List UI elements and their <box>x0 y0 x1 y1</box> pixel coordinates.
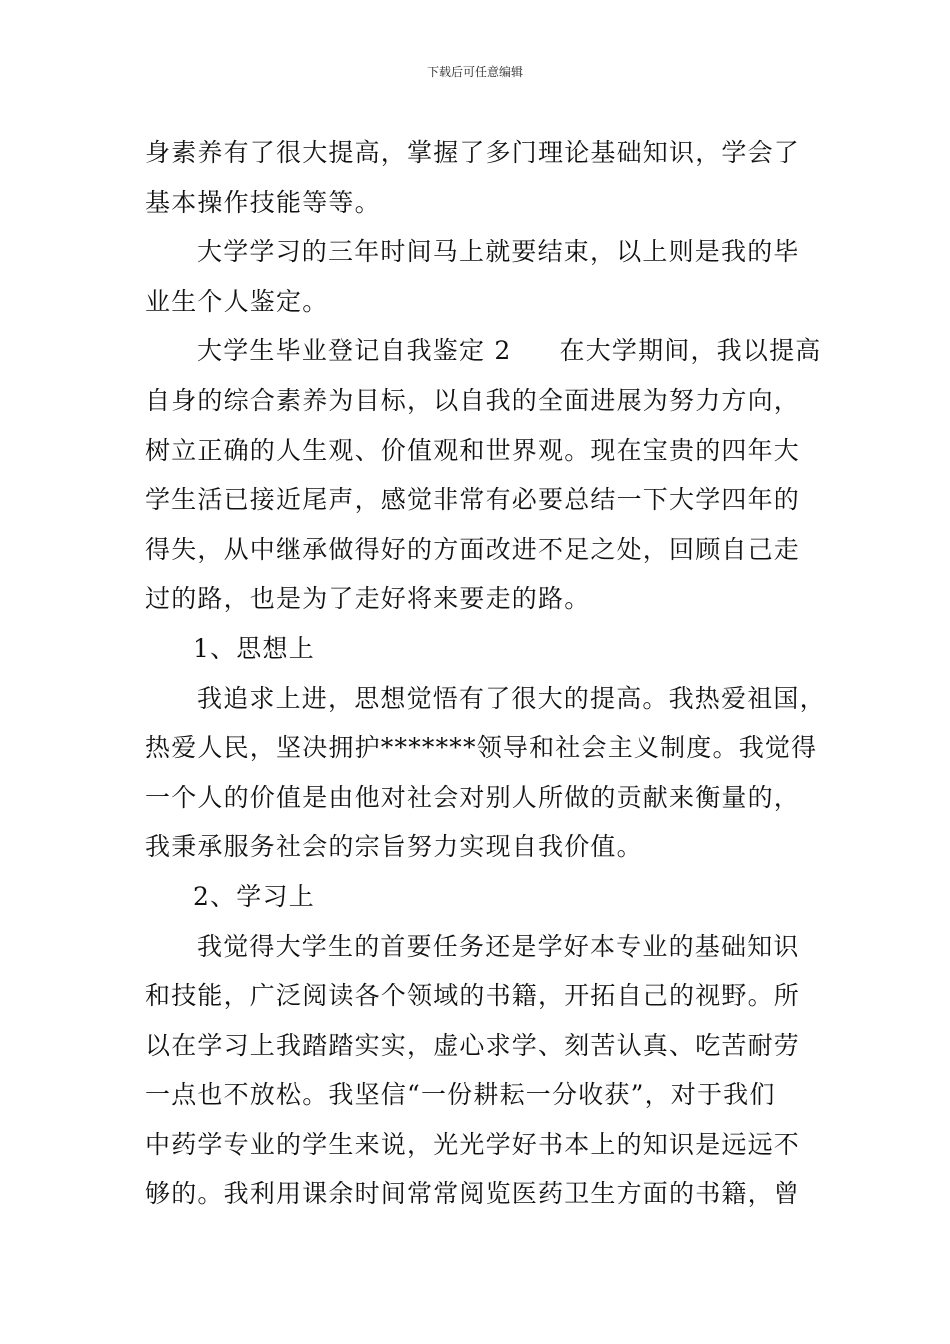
text-line: 中药学专业的学生来说，光光学好书本上的知识是远远不 <box>145 1129 801 1159</box>
text-line: 以在学习上我踏踏实实，虚心求学、刻苦认真、吃苦耐劳 <box>145 1030 801 1060</box>
text-line: 学生活已接近尾声，感觉非常有必要总结一下大学四年的 <box>145 485 801 515</box>
text-line: 业生个人鉴定。 <box>145 286 329 316</box>
page-header: 下载后可任意编辑 <box>426 65 523 79</box>
text-line: 自身的综合素养为目标，以自我的全面进展为努力方向， <box>145 385 801 415</box>
document-body <box>145 128 835 1219</box>
section-title-line <box>145 326 835 376</box>
text-line: 一点也不放松。我坚信“一份耕耘一分收获”，对于我们 <box>145 1080 776 1110</box>
text-line: 大学学习的三年时间马上就要结束，以上则是我的毕 <box>197 237 800 267</box>
text-line: 够的。我利用课余时间常常阅览医药卫生方面的书籍，曾 <box>145 1179 801 1209</box>
text-line: 在大学期间，我以提高 <box>559 336 822 366</box>
text-line: 和技能，广泛阅读各个领域的书籍，开拓自己的视野。所 <box>145 981 801 1011</box>
section-title: 大学生毕业登记自我鉴定 2 <box>197 336 512 366</box>
text-line: 热爱人民，坚决拥护*******领导和社会主义制度。我觉得 <box>145 733 818 763</box>
text-line: 我追求上进，思想觉悟有了很大的提高。我热爱祖国， <box>197 683 826 713</box>
text-line: 我秉承服务社会的宗旨努力实现自我价值。 <box>145 832 643 862</box>
text-line: 树立正确的人生观、价值观和世界观。现在宝贵的四年大 <box>145 435 801 465</box>
text-line: 基本操作技能等等。 <box>145 187 381 217</box>
subheading-line: 2、学习上 <box>193 881 315 911</box>
text-line: 过的路，也是为了走好将来要走的路。 <box>145 584 591 614</box>
text-line: 身素养有了很大提高，掌握了多门理论基础知识，学会了 <box>145 138 801 167</box>
subheading-line: 1、思想上 <box>193 633 315 663</box>
text-line: 我觉得大学生的首要任务还是学好本专业的基础知识 <box>197 931 800 961</box>
text-line: 一个人的价值是由他对社会对别人所做的贡献来衡量的， <box>145 782 801 812</box>
text-line: 得失，从中继承做得好的方面改进不足之处，回顾自己走 <box>145 534 801 564</box>
